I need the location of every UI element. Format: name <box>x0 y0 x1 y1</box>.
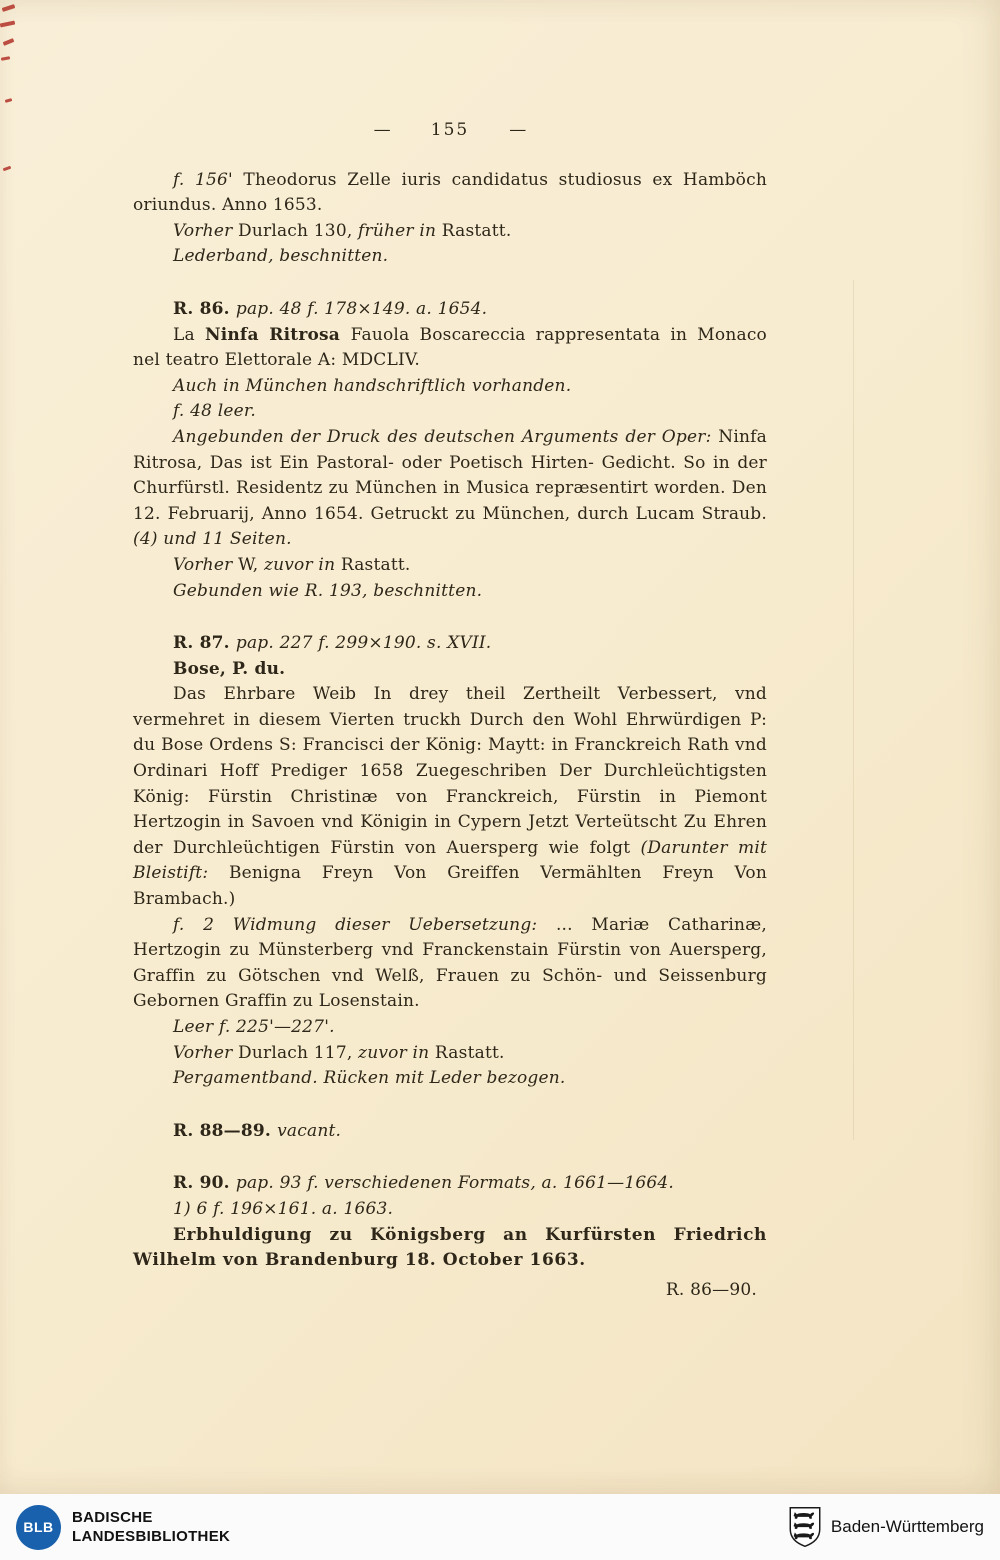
paragraph-body <box>133 913 767 1015</box>
paragraph-note <box>133 244 767 270</box>
text-segment: pap. 48 f. 178×149. a. 1654. <box>235 298 488 319</box>
text-segment: R. 86—90. <box>665 1279 757 1300</box>
text-segment: R. 90. <box>173 1173 236 1194</box>
paragraph-body <box>133 1223 767 1274</box>
text-segment: f. 48 leer. <box>173 401 256 422</box>
text-segment: Benigna Freyn Von Greiffen Vermählten Freyn Von Brambach.) <box>133 863 768 910</box>
page-text-block <box>133 118 767 1303</box>
text-segment: R. 87. <box>173 633 236 654</box>
paragraph-note <box>133 1015 767 1041</box>
text-segment: Ninfa Ritrosa, Das ist Ein Pastoral- oder Poetisch Hirten- Gedicht. So in der Churfürstl. Residentz zu München in Musica repræsentirt worden. Den 12. Februarij, Anno 1654. Getruckt zu München, durch Lucam Straub. <box>133 426 767 524</box>
page-number: 155 <box>430 120 470 140</box>
paragraph-note <box>133 399 767 425</box>
text-segment: Gebunden wie R. 193, beschnitten. <box>173 580 483 601</box>
text-segment: W, <box>238 554 264 575</box>
text-segment: früher in <box>358 220 442 241</box>
red-edge-mark <box>3 38 15 46</box>
page-header <box>133 118 767 144</box>
library-name-line1: BADISCHE <box>72 1509 153 1526</box>
paragraph-note <box>133 374 767 400</box>
page-crease <box>853 280 854 1140</box>
text-segment: ... Mariæ Catharinæ, Hertzogin zu Münsterberg vnd Franckenstain Fürstin von Auersperg, Graffin zu Götschen vnd Welß, Frauen zu Schön- und Seissenburg Gebornen Graffin zu Losenstain. <box>133 914 767 1012</box>
paragraph-note <box>133 1041 767 1067</box>
red-edge-mark <box>3 166 12 172</box>
library-branding <box>16 1505 230 1550</box>
text-segment: Rastatt. <box>340 554 411 575</box>
text-segment: pap. 227 f. 299×190. s. XVII. <box>235 633 492 654</box>
text-segment: Angebunden der Druck des deutschen Arguments der Oper: <box>173 426 719 447</box>
text-segment: Vorher <box>173 220 239 241</box>
text-segment: Das Ehrbare Weib In drey theil Zertheilt Verbessert, vnd vermehret in diesem Vierten truckh Durch den Wohl Ehrwürdigen P: du Bose Ordens S: Francisci der König: Maytt: in Franckreich Rath vnd Ordinari Hoff Prediger 1658 Zuegeschriben Der Durchleüchtigsten König: Fürstin Christinæ von Franckreich, Fürstin in Piemont Hertzogin in Savoen vnd Königin in Cypern Jetzt Verteütscht Zu Ehren der Durchleüchtigen Fürstin von Auersperg wie folgt <box>133 684 767 858</box>
library-name-line2: LANDESBIBLIOTHEK <box>72 1528 231 1545</box>
text-segment: Vorher <box>173 1042 239 1063</box>
state-name: Baden-Württemberg <box>830 1517 984 1536</box>
paragraph-note <box>133 553 767 579</box>
text-segment: Theodorus Zelle iuris candidatus studiosus ex Hamböch oriundus. Anno 1653. <box>133 169 767 216</box>
text-segment: Ninfa Ritrosa <box>204 324 351 345</box>
text-segment: Lederband, beschnitten. <box>173 246 389 267</box>
blb-logo-icon: BLB <box>16 1505 61 1550</box>
text-segment: R. 88—89. <box>173 1120 278 1141</box>
text-segment: Durlach 130, <box>238 220 359 241</box>
text-segment: Auch in München handschriftlich vorhanden. <box>173 375 572 396</box>
paragraph-body <box>133 425 767 553</box>
paragraph-signature <box>133 1278 767 1304</box>
text-segment: Fauola Boscareccia rappresentata in Monaco nel teatro Elettorale A: MDCLIV. <box>133 324 767 371</box>
red-edge-mark <box>1 56 10 61</box>
text-segment: Rastatt. <box>441 220 512 241</box>
text-segment: pap. 93 f. verschiedenen Formats, a. 1661—1664. <box>235 1173 675 1194</box>
paragraph-note <box>133 1066 767 1092</box>
coat-of-arms-icon <box>788 1506 822 1548</box>
text-segment: 1) 6 f. 196×161. a. 1663. <box>173 1198 394 1219</box>
text-segment: Durlach 117, <box>238 1042 359 1063</box>
paragraph-heading <box>133 1171 767 1197</box>
paragraph-heading <box>133 631 767 657</box>
paragraph-heading <box>133 297 767 323</box>
text-segment: Leer f. 225'—227'. <box>173 1017 335 1037</box>
red-edge-mark <box>0 20 15 27</box>
text-segment: Rastatt. <box>434 1042 505 1063</box>
red-edge-mark <box>2 4 16 12</box>
paragraph-note <box>133 1197 767 1223</box>
text-segment: vacant. <box>277 1120 342 1141</box>
footer-bar <box>0 1494 1000 1560</box>
text-segment: (4) und 11 Seiten. <box>133 529 292 550</box>
paragraph-body <box>133 323 767 374</box>
paragraph-body <box>133 168 767 219</box>
paragraph-body <box>133 682 767 912</box>
text-segment: f. 156' <box>173 169 244 190</box>
text-segment: f. 2 Widmung dieser Uebersetzung: <box>173 914 556 935</box>
paragraph-note <box>133 657 767 683</box>
text-segment: R. 86. <box>173 298 236 319</box>
text-segment: Vorher <box>173 554 239 575</box>
red-edge-mark <box>5 98 13 103</box>
text-segment: Bose, P. du. <box>173 658 286 679</box>
paragraph-note <box>133 219 767 245</box>
header-dash-right: — <box>509 120 527 140</box>
text-segment: La <box>173 324 205 345</box>
scan-paragraphs <box>133 168 767 1304</box>
header-dash-left: — <box>373 120 391 140</box>
paragraph-heading <box>133 1119 767 1145</box>
text-segment: Erbhuldigung zu Königsberg an Kurfürsten Friedrich Wilhelm von Brandenburg 18. October 1663. <box>133 1224 767 1271</box>
text-segment: Pergamentband. Rücken mit Leder bezogen. <box>173 1068 566 1089</box>
text-segment: zuvor in <box>263 554 341 575</box>
text-segment: (Darunter mit Bleistift: <box>133 837 767 884</box>
state-branding <box>788 1506 984 1548</box>
paragraph-note <box>133 579 767 605</box>
library-name <box>72 1508 230 1546</box>
text-segment: zuvor in <box>358 1042 435 1063</box>
